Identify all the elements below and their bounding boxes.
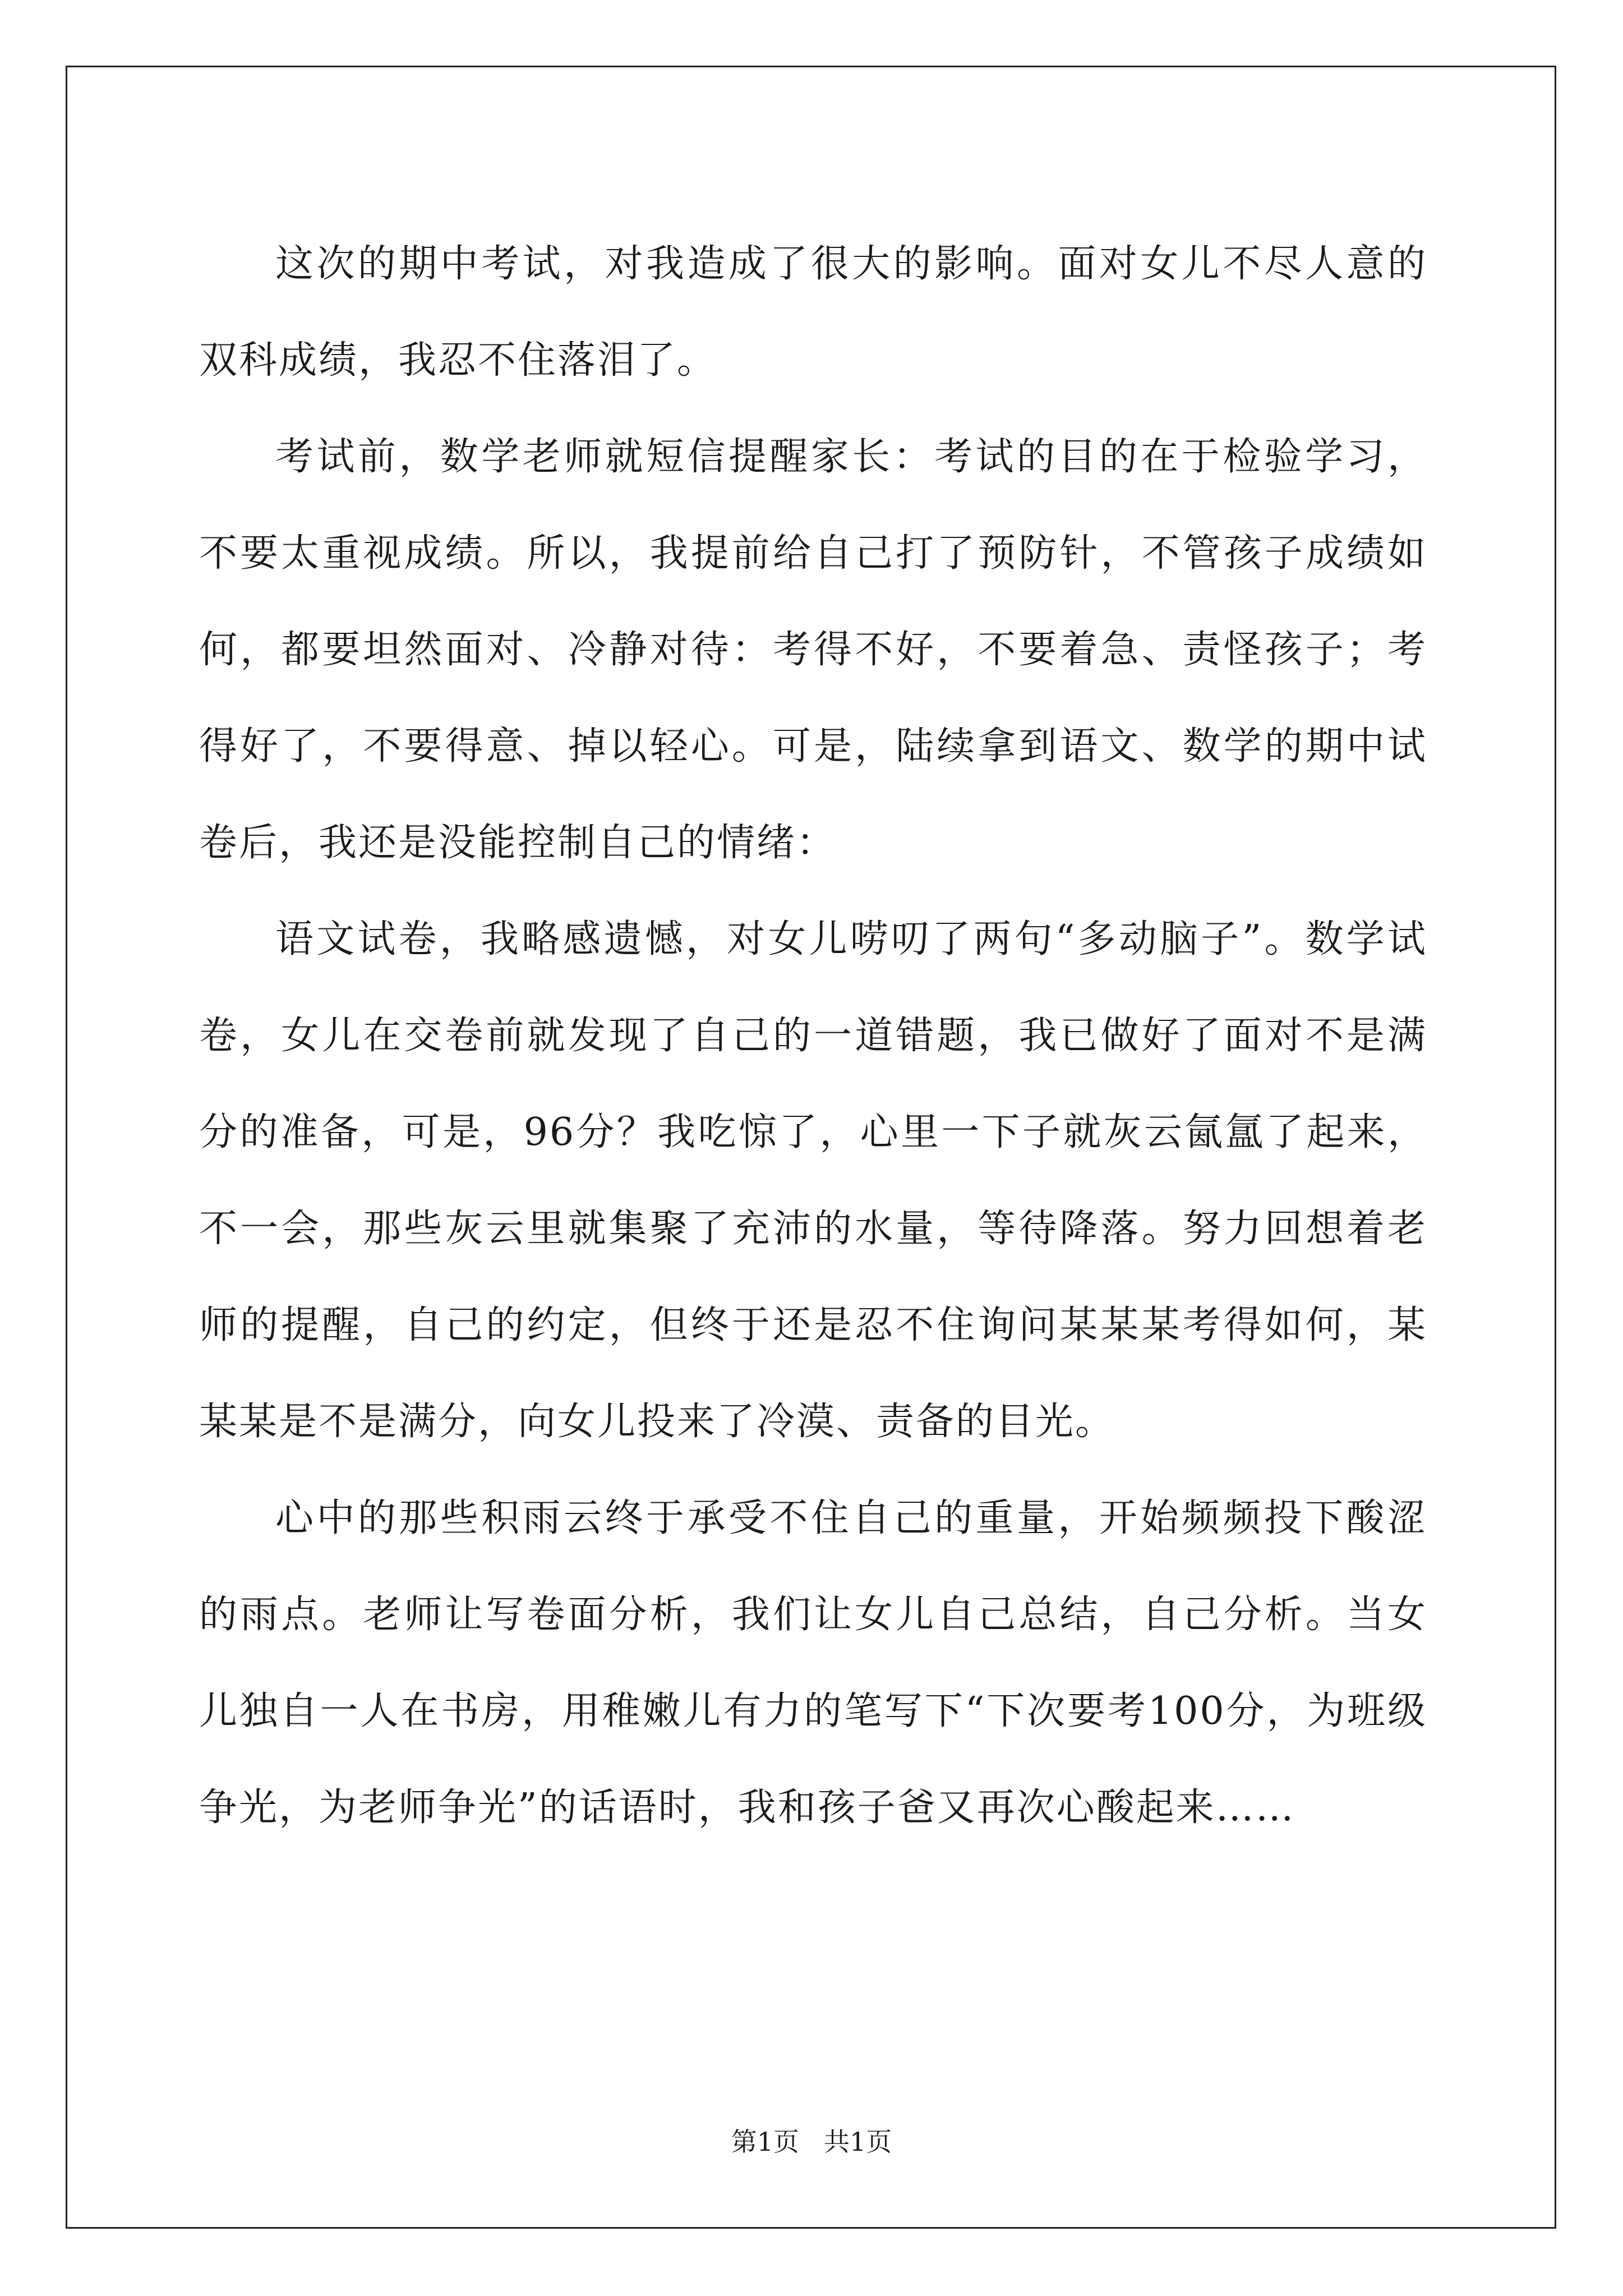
page-footer — [0, 2125, 1623, 2159]
paragraph-1: 这次的期中考试，对我造成了很大的影响。面对女儿不尽人意的双科成绩，我忍不住落泪了。 — [199, 242, 1427, 383]
paragraph-3: 语文试卷，我略感遗憾，对女儿唠叨了两句“多动脑子”。数学试卷，女儿在交卷前就发现了自己的一道错题，我已做好了面对不是满分的准备，可是，96分？我吃惊了，心里一下子就灰云氤氲了起来，不一会，那些灰云里就集聚了充沛的水量，等待降落。努力回想着老师的提醒，自己的约定，但终于还是忍不住询问某某某考得如何，某某某是不是满分，向女儿投来了冷漠、责备的目光。 — [199, 917, 1427, 1444]
paragraph-4: 心中的那些积雨云终于承受不住自己的重量，开始频频投下酸涩的雨点。老师让写卷面分析，我们让女儿自己总结，自己分析。当女儿独自一人在书房，用稚嫩儿有力的笔写下“下次要考100分，为班级争光，为老师争光”的话语时，我和孩子爸又再次心酸起来…… — [199, 1496, 1427, 1830]
paragraph-2: 考试前，数学老师就短信提醒家长：考试的目的在于检验学习，不要太重视成绩。所以，我提前给自己打了预防针，不管孩子成绩如何，都要坦然面对、冷静对待：考得不好，不要着急、责怪孩子；考得好了，不要得意、掉以轻心。可是，陆续拿到语文、数学的期中试卷后，我还是没能控制自己的情绪： — [199, 435, 1427, 865]
document-body — [199, 216, 1427, 1856]
page-number-total: 共1页 — [824, 2127, 892, 2157]
page-number-current: 第1页 — [731, 2127, 799, 2157]
